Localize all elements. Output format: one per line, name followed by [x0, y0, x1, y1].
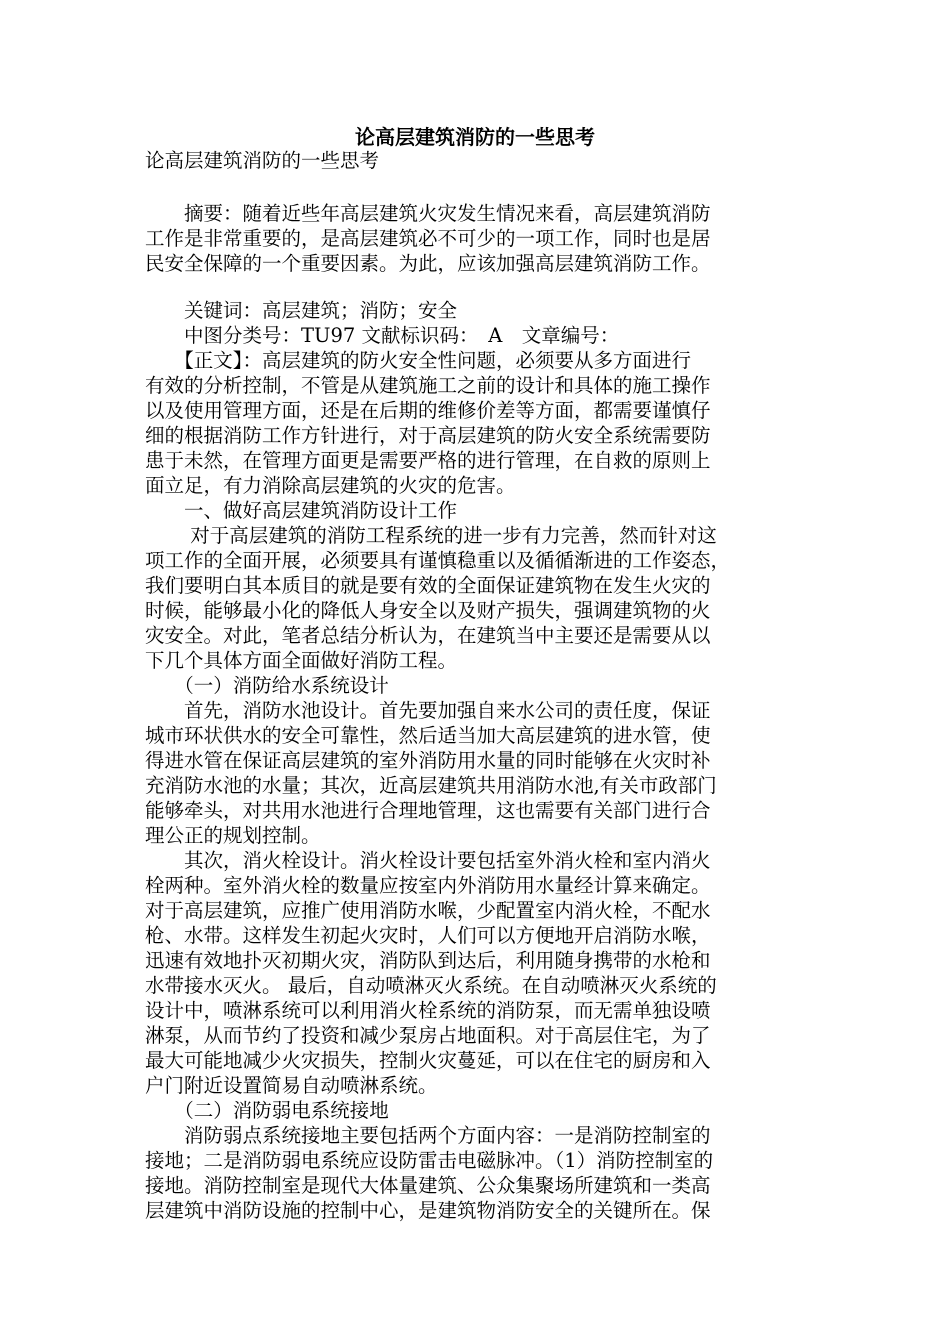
body-line: 有效的分析控制，不管是从建筑施工之前的设计和具体的施工操作: [145, 374, 711, 397]
body-line: 栓两种。室外消火栓的数量应按室内外消防用水量经计算来确定。: [145, 874, 711, 897]
body-line: 迅速有效地扑灭初期火灾，消防队到达后，利用随身携带的水枪和: [145, 949, 711, 972]
section-heading: 一、做好高层建筑消防设计工作: [145, 499, 458, 522]
keywords-line: 关键词：高层建筑；消防；安全: [145, 299, 458, 322]
body-line: 设计中，喷淋系统可以利用消火栓系统的消防泵，而无需单独设喷: [145, 999, 711, 1022]
body-line: 下几个具体方面全面做好消防工程。: [145, 649, 458, 672]
body-line: 能够牵头，对共用水池进行合理地管理，这也需要有关部门进行合: [145, 799, 711, 822]
body-line: 城市环状供水的安全可靠性，然后适当加大高层建筑的进水管，使: [145, 724, 711, 747]
classification-line: 中图分类号：TU97 文献标识码： A 文章编号：: [145, 324, 620, 347]
body-line: 户门附近设置简易自动喷淋系统。: [145, 1074, 438, 1097]
body-line: 充消防水池的水量；其次，近高层建筑共用消防水池,有关市政部门: [145, 774, 717, 797]
body-line: 接地。消防控制室是现代大体量建筑、公众集聚场所建筑和一类高: [145, 1174, 711, 1197]
body-line: 理公正的规划控制。: [145, 824, 321, 847]
body-line: 接地；二是消防弱电系统应设防雷击电磁脉冲。（1）消防控制室的: [145, 1149, 714, 1172]
body-line: 首先，消防水池设计。首先要加强自来水公司的责任度，保证: [145, 699, 711, 722]
body-line: 细的根据消防工作方针进行，对于高层建筑的防火安全系统需要防: [145, 424, 711, 447]
body-line: 灾安全。对此，笔者总结分析认为，在建筑当中主要还是需要从以: [145, 624, 711, 647]
body-line: 消防弱点系统接地主要包括两个方面内容：一是消防控制室的: [145, 1124, 711, 1147]
body-line: 面立足，有力消除高层建筑的火灾的危害。: [145, 474, 516, 497]
abstract-line: 摘要：随着近些年高层建筑火灾发生情况来看，高层建筑消防: [145, 202, 711, 225]
body-line: 患于未然，在管理方面更是需要严格的进行管理，在自救的原则上: [145, 449, 711, 472]
body-line: 水带接水灭火。 最后，自动喷淋灭火系统。在自动喷淋灭火系统的: [145, 974, 717, 997]
body-line: 我们要明白其本质目的就是要有效的全面保证建筑物在发生火灾的: [145, 574, 711, 597]
body-line: 淋泵，从而节约了投资和减少泵房占地面积。对于高层住宅，为了: [145, 1024, 711, 1047]
body-line: 最大可能地减少火灾损失，控制火灾蔓延，可以在住宅的厨房和入: [145, 1049, 711, 1072]
abstract-line: 工作是非常重要的，是高层建筑必不可少的一项工作，同时也是居: [145, 227, 711, 250]
subsection-heading: （一）消防给水系统设计: [145, 674, 389, 697]
body-line: 对于高层建筑的消防工程系统的进一步有力完善，然而针对这: [145, 524, 717, 547]
body-line: 项工作的全面开展，必须要具有谨慎稳重以及循循渐进的工作姿态，: [145, 549, 731, 572]
body-line: 以及使用管理方面，还是在后期的维修价差等方面，都需要谨慎仔: [145, 399, 711, 422]
subsection-heading: （二）消防弱电系统接地: [145, 1099, 389, 1122]
subtitle-line: 论高层建筑消防的一些思考: [145, 149, 380, 172]
body-line: 枪、水带。这样发生初起火灾时，人们可以方便地开启消防水喉，: [145, 924, 711, 947]
body-line: 对于高层建筑，应推广使用消防水喉，少配置室内消火栓，不配水: [145, 899, 711, 922]
body-line: 得进水管在保证高层建筑的室外消防用水量的同时能够在火灾时补: [145, 749, 711, 772]
body-line: 其次，消火栓设计。消火栓设计要包括室外消火栓和室内消火: [145, 849, 711, 872]
abstract-line: 民安全保障的一个重要因素。为此，应该加强高层建筑消防工作。: [145, 252, 711, 275]
body-line: 层建筑中消防设施的控制中心，是建筑物消防安全的关键所在。保: [145, 1199, 711, 1222]
document-title: 论高层建筑消防的一些思考: [355, 125, 595, 149]
body-line: 【正文】：高层建筑的防火安全性问题，必须要从多方面进行: [145, 349, 692, 372]
body-line: 时候，能够最小化的降低人身安全以及财产损失，强调建筑物的火: [145, 599, 711, 622]
